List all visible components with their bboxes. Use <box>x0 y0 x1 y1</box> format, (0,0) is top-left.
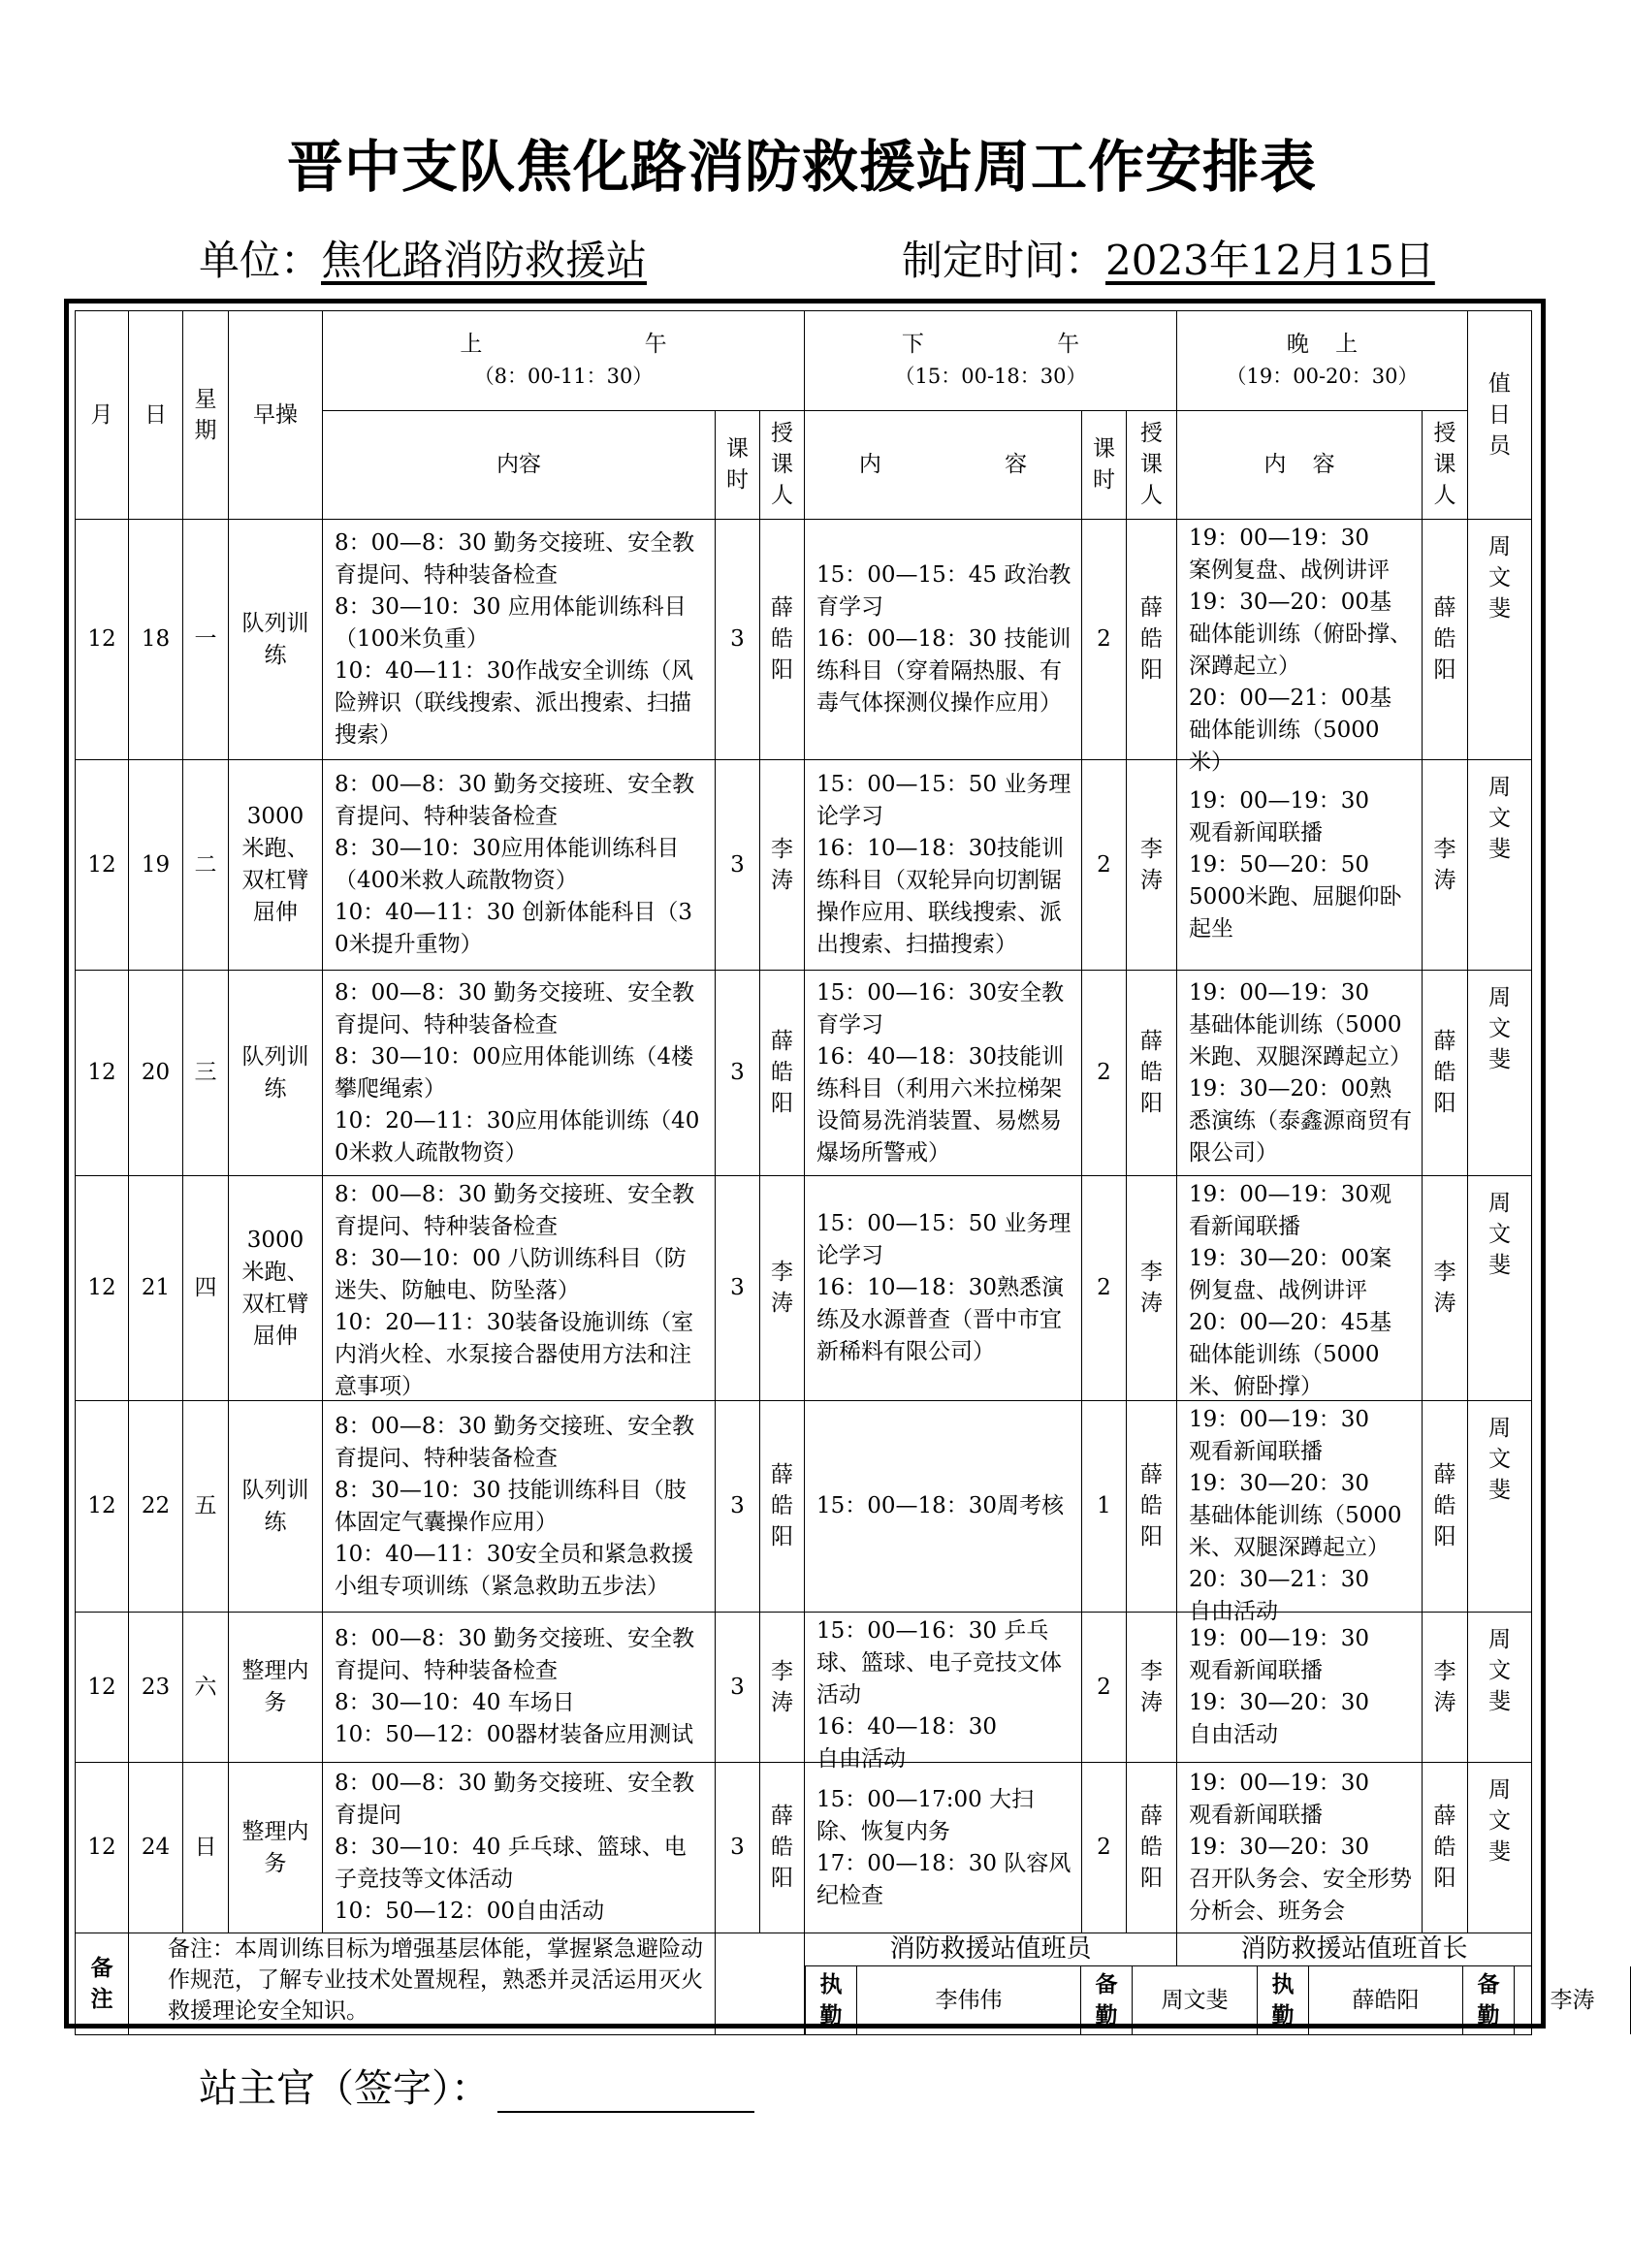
cell-day: 19 <box>129 760 183 971</box>
table-row <box>76 1613 1532 1763</box>
eve-content-text: 19：00—19：30 基础体能训练（5000米跑、双腿深蹲起立）19：30—20：00熟悉演练（泰鑫源商贸有限公司） <box>1189 979 1412 1166</box>
duty-name: 周文斐 <box>1488 985 1511 1072</box>
am-content-text: 8：00—8：30 勤务交接班、安全教育提问、特种装备检查 8：30—10：30应用体能训练科目（400米救人疏散物资） 10：40—11：30 创新体能科目（30米提升重物） <box>335 772 695 957</box>
standby-label: 备勤 <box>1095 1970 1118 2028</box>
header-pm-teacher-text: 授课人 <box>1139 421 1163 508</box>
cell-am-hours: 3 <box>716 1613 760 1763</box>
pm-content-text: 15：00—15：45 政治教育学习 16：00—18：30 技能训练科目（穿着隔热服、有毒气体探测仪操作应用） <box>816 562 1071 716</box>
cell-pm-hours: 2 <box>1082 1613 1127 1763</box>
cell-am-content <box>323 971 716 1176</box>
on-duty-label-cell <box>806 1966 857 2034</box>
page-title: 晋中支队焦化路消防救援站周工作安排表 <box>286 134 1317 200</box>
cell-pm-content <box>805 971 1082 1176</box>
cell-eve-content <box>1177 520 1423 775</box>
cell-pm-teacher <box>1127 520 1177 760</box>
remarks-label <box>76 1933 129 2035</box>
am-content-text: 8：00—8：30 勤务交接班、安全教育提问、特种装备检查 8：30—10：00应用体能训练（4楼攀爬绳索） 10：20—11：30应用体能训练（400米救人疏散物资） <box>335 979 700 1166</box>
cell-duty <box>1468 1763 1532 1933</box>
pm-teacher-name: 薛皓阳 <box>1139 1029 1163 1116</box>
header-eve-label: 晚 上 <box>1286 332 1359 357</box>
cell-weekday: 三 <box>183 971 229 1176</box>
drill-text: 队列训练 <box>241 610 309 668</box>
cell-month: 12 <box>76 971 129 1176</box>
cell-duty <box>1468 1176 1532 1401</box>
cell-am-teacher <box>760 1763 805 1933</box>
eve-teacher-name: 李涛 <box>1433 836 1456 893</box>
header-am-hours-text: 课时 <box>725 436 749 493</box>
pm-content-text: 15：00—15：50 业务理论学习 16：10—18：30熟悉演练及水源普查（晋中市宜新稀料有限公司） <box>816 1211 1071 1364</box>
cell-am-content <box>323 1401 716 1613</box>
cell-am-teacher <box>760 1613 805 1763</box>
cell-pm-teacher <box>1127 1176 1177 1401</box>
cell-am-teacher <box>760 1176 805 1401</box>
unit-value: 焦化路消防救援站 <box>321 237 648 284</box>
header-pm-content: 内 容 <box>805 411 1082 520</box>
am-teacher-name: 李涛 <box>770 1658 793 1715</box>
footer-row-1 <box>76 1933 1532 1966</box>
cell-drill <box>229 520 323 760</box>
cell-pm-teacher <box>1127 971 1177 1176</box>
table-row <box>76 1401 1532 1613</box>
cell-pm-content <box>805 1176 1082 1401</box>
head-standby-name: 李涛 <box>1550 1987 1595 2013</box>
cell-am-hours: 3 <box>716 520 760 760</box>
eve-content-text: 19：00—19：30 观看新闻联播 19：30—20：30 基础体能训练（5000米、双腿深蹲起立） 20：30—21：30 自由活动 <box>1189 1406 1402 1624</box>
header-pm-time: （15：00-18：30） <box>894 365 1087 388</box>
header-am-label: 上 午 <box>460 332 667 357</box>
am-teacher-name: 薛皓阳 <box>770 1804 793 1891</box>
header-eve-teacher-text: 授课人 <box>1433 421 1456 508</box>
drill-text: 3000米跑、双杠臂屈伸 <box>241 804 309 925</box>
pm-content-text: 15：00—15：50 业务理论学习 16：10—18：30技能训练科目（双轮异向切割锯操作应用、联线搜索、派出搜索、扫描搜索） <box>816 772 1071 957</box>
cell-weekday: 一 <box>183 520 229 760</box>
head-on-duty-label: 执勤 <box>1271 1970 1295 2028</box>
signature-line <box>199 2058 754 2113</box>
cell-am-teacher <box>760 520 805 760</box>
cell-eve-teacher <box>1423 1613 1468 1763</box>
header-am-time: （8：00-11：30） <box>473 365 654 388</box>
duty-name: 周文斐 <box>1488 1627 1511 1714</box>
pm-teacher-name: 李涛 <box>1139 1658 1163 1715</box>
unit-line <box>199 229 647 287</box>
header-pm-hours-text: 课时 <box>1092 436 1115 493</box>
cell-eve-content <box>1177 1401 1423 1624</box>
header-am-hours <box>716 411 760 520</box>
head-on-name: 薛皓阳 <box>1352 1987 1420 2013</box>
eve-teacher-name: 李涛 <box>1433 1658 1456 1715</box>
eve-content-text: 19：00—19：30 观看新闻联播 19：30—20：30 自由活动 <box>1189 1626 1370 1747</box>
am-teacher-name: 李涛 <box>770 836 793 893</box>
on-duty-label: 执勤 <box>819 1970 843 2028</box>
pm-teacher-name: 李涛 <box>1139 1260 1163 1316</box>
am-content-text: 8：00—8：30 勤务交接班、安全教育提问、特种装备检查 8：30—10：30 技能训练科目（肢体固定气囊操作应用） 10：40—11：30安全员和紧急救援小组专项训练（紧急救助五步法） <box>335 1413 695 1599</box>
cell-pm-teacher <box>1127 1613 1177 1763</box>
am-teacher-name: 薛皓阳 <box>770 1462 793 1549</box>
cell-weekday: 六 <box>183 1613 229 1763</box>
duty-name: 周文斐 <box>1488 1416 1511 1503</box>
cell-am-hours: 3 <box>716 760 760 971</box>
cell-eve-content <box>1177 1176 1423 1401</box>
cell-am-content <box>323 520 716 760</box>
cell-day: 18 <box>129 520 183 760</box>
am-content-text: 8：00—8：30 勤务交接班、安全教育提问 8：30—10：40 乒乓球、篮球、电子竞技等文体活动 10：50—12：00自由活动 <box>335 1771 695 1924</box>
date-value: 2023年12月15日 <box>1105 237 1435 284</box>
head-on-name-cell <box>1309 1966 1463 2034</box>
table-row <box>76 760 1532 971</box>
cell-weekday: 二 <box>183 760 229 971</box>
cell-duty <box>1468 1401 1532 1613</box>
header-row-1 <box>76 311 1532 411</box>
cell-am-hours: 3 <box>716 1176 760 1401</box>
cell-pm-teacher <box>1127 1401 1177 1613</box>
cell-drill <box>229 1176 323 1401</box>
cell-eve-content <box>1177 971 1423 1176</box>
cell-pm-hours: 2 <box>1082 1763 1127 1933</box>
cell-day: 22 <box>129 1401 183 1613</box>
header-am-teacher <box>760 411 805 520</box>
cell-eve-teacher <box>1423 760 1468 971</box>
cell-eve-teacher <box>1423 1401 1468 1613</box>
cell-pm-hours: 2 <box>1082 520 1127 760</box>
cell-am-teacher <box>760 1401 805 1613</box>
cell-eve-teacher <box>1423 1763 1468 1933</box>
cell-month: 12 <box>76 760 129 971</box>
eve-teacher-name: 薛皓阳 <box>1433 595 1456 683</box>
header-month: 月 <box>76 311 129 520</box>
eve-content-text: 19：00—19：30 观看新闻联播 19：30—20：30 召开队务会、安全形势分析会、班务会 <box>1189 1771 1412 1924</box>
cell-am-hours: 3 <box>716 1401 760 1613</box>
header-am-content: 内容 <box>323 411 716 520</box>
cell-am-content <box>323 1613 716 1763</box>
drill-text: 队列训练 <box>241 1043 309 1102</box>
header-am-teacher-text: 授课人 <box>770 421 793 508</box>
drill-text: 整理内务 <box>241 1658 309 1715</box>
cell-pm-hours: 2 <box>1082 971 1127 1176</box>
standby-label-cell <box>1081 1966 1133 2034</box>
header-eve-time: （19：00-20：30） <box>1226 365 1419 388</box>
header-eve-content: 内 容 <box>1177 411 1423 520</box>
am-content-text: 8：00—8：30 勤务交接班、安全教育提问、特种装备检查 8：30—10：30 应用体能训练科目（100米负重） 10：40—11：30作战安全训练（风险辨识（联线搜索、派出搜索、扫描搜索） <box>335 530 695 748</box>
pm-content-text: 15：00—16：30 乒乓球、篮球、电子竞技文体活动 16：40—18：30 自由活动 <box>816 1617 1062 1772</box>
cell-eve-content <box>1177 1763 1423 1933</box>
cell-drill <box>229 1613 323 1763</box>
table-row <box>76 1176 1532 1401</box>
drill-text: 3000米跑、双杠臂屈伸 <box>241 1227 309 1349</box>
cell-day: 24 <box>129 1763 183 1933</box>
header-eve <box>1177 311 1468 411</box>
cell-am-teacher <box>760 971 805 1176</box>
cell-pm-teacher <box>1127 1763 1177 1933</box>
cell-month: 12 <box>76 1763 129 1933</box>
drill-text: 队列训练 <box>241 1477 309 1535</box>
cell-day: 21 <box>129 1176 183 1401</box>
eve-content-text: 19：00—19：30 案例复盘、战例讲评 19：30—20：00基础体能训练（俯卧撑、深蹲起立） 20：00—21：00基础体能训练（5000米） <box>1189 525 1412 775</box>
table-row <box>76 1763 1532 1933</box>
pm-content-text: 15：00—18：30周考核 <box>816 1493 1065 1518</box>
eve-teacher-name: 李涛 <box>1433 1260 1456 1316</box>
cell-pm-teacher <box>1127 760 1177 971</box>
duty-name: 周文斐 <box>1488 1191 1511 1278</box>
drill-text: 整理内务 <box>241 1818 309 1876</box>
cell-eve-content <box>1177 1613 1423 1763</box>
header-weekday-text: 星期 <box>194 386 217 443</box>
cell-month: 12 <box>76 1613 129 1763</box>
am-content-text: 8：00—8：30 勤务交接班、安全教育提问、特种装备检查 8：30—10：00 八防训练科目（防迷失、防触电、防坠落） 10：20—11：30装备设施训练（室内消火栓、水泵接合器使用方法和注意事项） <box>335 1181 695 1399</box>
cell-pm-hours: 2 <box>1082 760 1127 971</box>
header-morning-drill: 早操 <box>229 311 323 520</box>
table-row <box>76 520 1532 760</box>
head-standby-label: 备勤 <box>1477 1970 1500 2028</box>
eve-teacher-name: 薛皓阳 <box>1433 1804 1456 1891</box>
am-content-text: 8：00—8：30 勤务交接班、安全教育提问、特种装备检查 8：30—10：40 车场日 10：50—12：00器材装备应用测试 <box>335 1626 695 1747</box>
duty-assignment-grid <box>805 1966 1631 2034</box>
cell-drill <box>229 971 323 1176</box>
duty-on-name: 李伟伟 <box>935 1987 1003 2013</box>
cell-day: 23 <box>129 1613 183 1763</box>
signature-label: 站主官（签字）： <box>199 2066 490 2111</box>
footer-gap <box>716 1933 805 2035</box>
cell-am-content <box>323 1763 716 1933</box>
duty-name: 周文斐 <box>1488 534 1511 622</box>
am-teacher-name: 薛皓阳 <box>770 595 793 683</box>
cell-month: 12 <box>76 520 129 760</box>
eve-content-text: 19：00—19：30观看新闻联播 19：30—20：00案例复盘、战例讲评 20：00—20：45基础体能训练（5000米、俯卧撑） <box>1189 1181 1392 1399</box>
date-line <box>902 229 1435 287</box>
cell-weekday: 四 <box>183 1176 229 1401</box>
header-am <box>323 311 805 411</box>
header-day: 日 <box>129 311 183 520</box>
eve-teacher-name: 薛皓阳 <box>1433 1029 1456 1116</box>
duty-standby-name: 周文斐 <box>1161 1987 1229 2013</box>
station-head-title: 消防救援站值班首长 <box>1177 1933 1532 1966</box>
eve-content-text: 19：00—19：30 观看新闻联播 19：50—20：50 5000米跑、屈腿仰卧起坐 <box>1189 787 1402 942</box>
cell-pm-content <box>805 1613 1082 1772</box>
signature-blank[interactable] <box>497 2076 754 2113</box>
cell-eve-teacher <box>1423 1176 1468 1401</box>
cell-drill <box>229 760 323 971</box>
cell-duty <box>1468 760 1532 971</box>
cell-drill <box>229 1401 323 1613</box>
cell-pm-content <box>805 760 1082 971</box>
cell-weekday: 日 <box>183 1763 229 1933</box>
cell-eve-teacher <box>1423 520 1468 760</box>
duty-name: 周文斐 <box>1488 775 1511 862</box>
cell-weekday: 五 <box>183 1401 229 1613</box>
cell-pm-content <box>805 1763 1082 1933</box>
cell-pm-hours: 1 <box>1082 1401 1127 1613</box>
head-standby-name-cell <box>1515 1966 1631 2034</box>
header-pm-hours <box>1082 411 1127 520</box>
cell-month: 12 <box>76 1176 129 1401</box>
cell-month: 12 <box>76 1401 129 1613</box>
remarks-text: 备注：本周训练目标为增强基层体能，掌握紧急避险动作规范，了解专业技术处置规程，熟悉并灵活运用灭火救援理论安全知识。 <box>129 1933 716 2035</box>
date-label: 制定时间： <box>902 237 1106 284</box>
pm-content-text: 15：00—16：30安全教育学习 16：40—18：30技能训练科目（利用六米拉梯架设简易洗消装置、易燃易爆场所警戒） <box>816 979 1065 1166</box>
cell-am-content <box>323 760 716 971</box>
cell-pm-hours: 2 <box>1082 1176 1127 1401</box>
duty-name: 周文斐 <box>1488 1777 1511 1865</box>
cell-day: 20 <box>129 971 183 1176</box>
header-duty-text: 值日员 <box>1488 370 1511 459</box>
eve-teacher-name: 薛皓阳 <box>1433 1462 1456 1549</box>
head-standby-label-cell <box>1463 1966 1515 2034</box>
cell-duty <box>1468 520 1532 760</box>
header-pm-teacher <box>1127 411 1177 520</box>
cell-pm-content <box>805 1401 1082 1613</box>
cell-duty <box>1468 971 1532 1176</box>
table-row <box>76 971 1532 1176</box>
cell-pm-content <box>805 520 1082 760</box>
cell-eve-teacher <box>1423 971 1468 1176</box>
am-teacher-name: 薛皓阳 <box>770 1029 793 1116</box>
cell-drill <box>229 1763 323 1933</box>
schedule-table <box>75 310 1595 2035</box>
header-duty <box>1468 311 1532 520</box>
cell-am-teacher <box>760 760 805 971</box>
remarks-label-text: 备注 <box>90 1955 113 2012</box>
pm-teacher-name: 薛皓阳 <box>1139 595 1163 683</box>
cell-am-content <box>323 1176 716 1401</box>
pm-teacher-name: 薛皓阳 <box>1139 1804 1163 1891</box>
cell-am-hours: 3 <box>716 971 760 1176</box>
header-pm <box>805 311 1177 411</box>
cell-eve-content <box>1177 760 1423 971</box>
pm-teacher-name: 薛皓阳 <box>1139 1462 1163 1549</box>
cell-duty <box>1468 1613 1532 1763</box>
station-duty-title: 消防救援站值班员 <box>805 1933 1177 1966</box>
pm-content-text: 15：00—17:00 大扫除、恢复内务 17：00—18：30 队容风纪检查 <box>816 1786 1071 1908</box>
duty-assignments <box>805 1966 1595 2035</box>
pm-teacher-name: 李涛 <box>1139 836 1163 893</box>
unit-label: 单位： <box>199 237 322 284</box>
header-eve-teacher <box>1423 411 1468 520</box>
header-pm-label: 下 午 <box>901 332 1080 357</box>
head-on-duty-label-cell <box>1258 1966 1309 2034</box>
header-weekday <box>183 311 229 520</box>
duty-standby-name-cell <box>1133 1966 1258 2034</box>
am-teacher-name: 李涛 <box>770 1260 793 1316</box>
duty-on-name-cell <box>857 1966 1081 2034</box>
cell-am-hours: 3 <box>716 1763 760 1933</box>
